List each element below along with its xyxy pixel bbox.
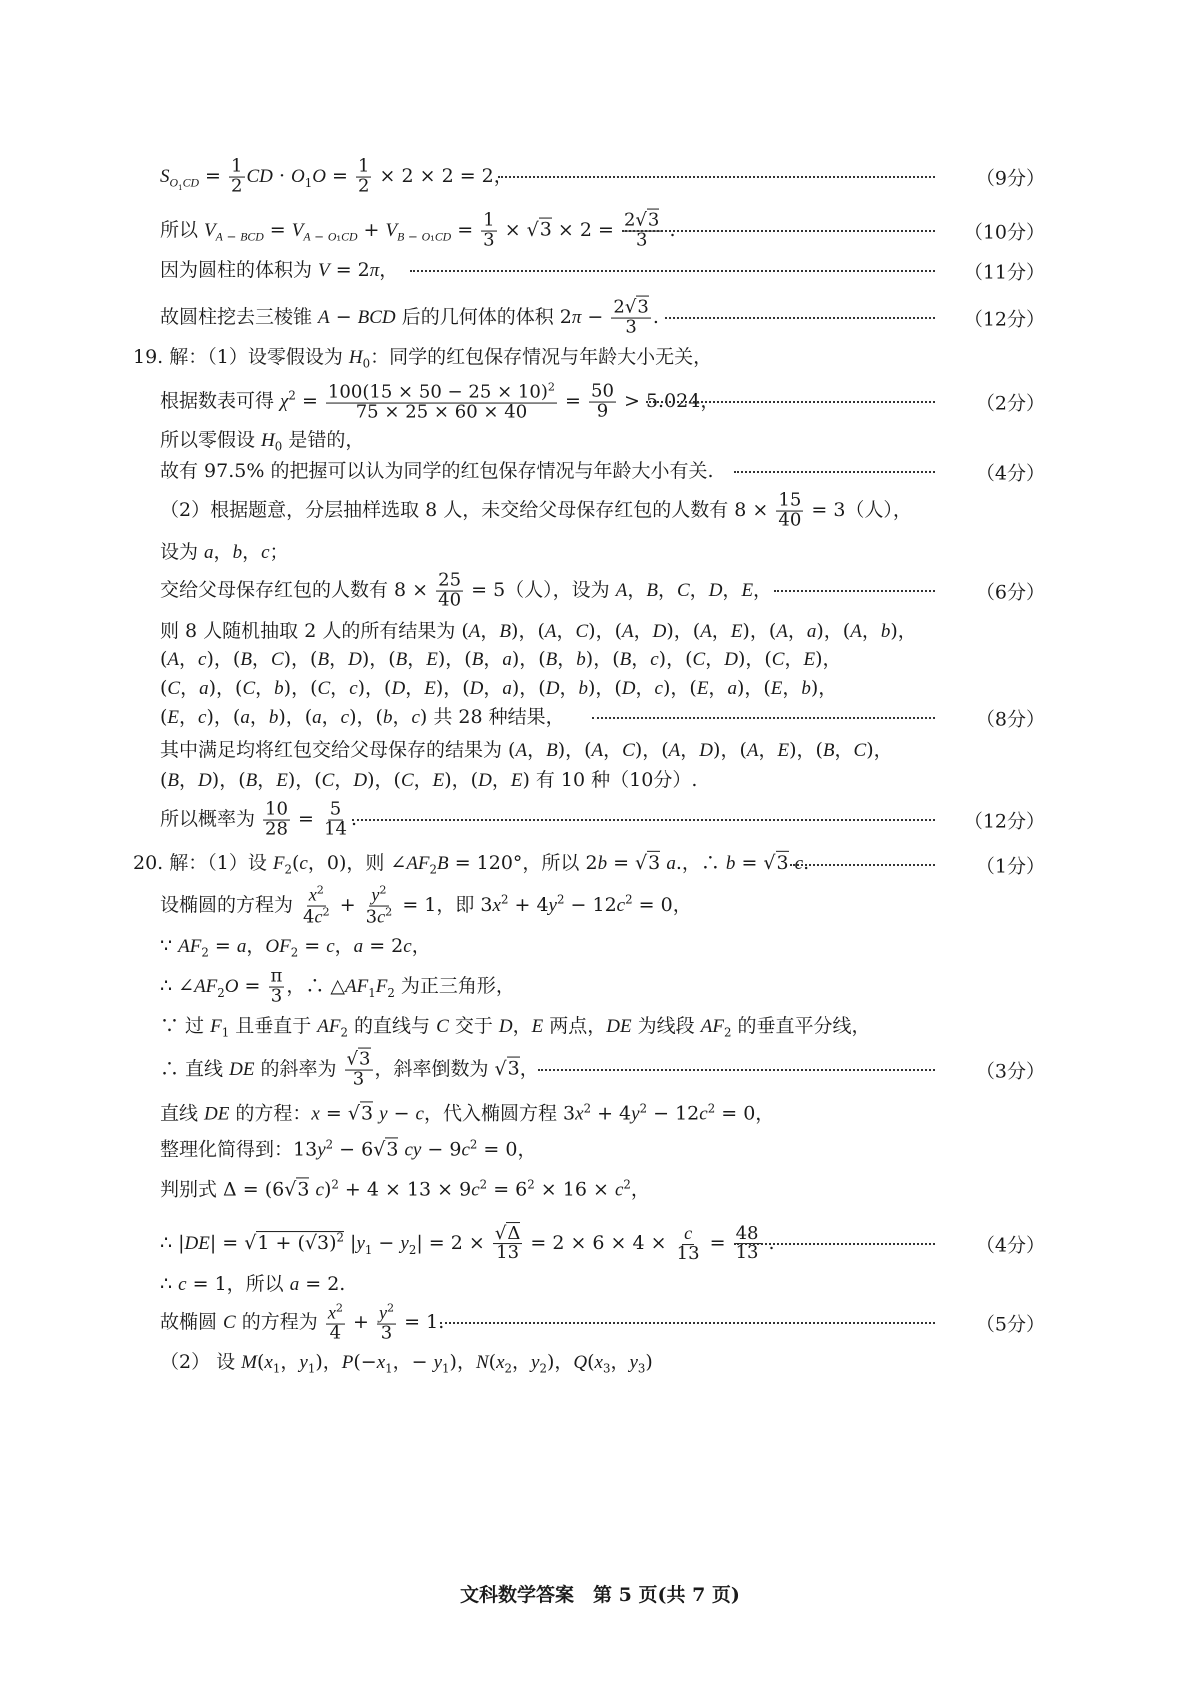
solution-line xyxy=(0,1094,1200,1134)
score-label: （4分） xyxy=(975,462,1045,485)
line-text: (E，c)，(a，b)，(a，c)，(b，c) 共 28 种结果， xyxy=(160,706,565,729)
line-text: (B，D)，(B，E)，(C，D)，(C，E)，(D，E) 有 10 种（10分）. xyxy=(160,769,698,792)
dot-leader xyxy=(352,819,935,821)
line-text: （2）根据题意，分层抽样选取 8 人，未交给父母保存红包的人数有 8 × $\frac{15}{40}$ = 3（人）， xyxy=(160,489,912,531)
line-text: 因为圆柱的体积为 V = 2π， xyxy=(160,259,399,282)
line-text: 设椭圆的方程为 $\frac{x^2}{4c^2}$ + $\frac{y^2}{3c^2}$ = 1，即 $3x^2 + 4y^2 - 12c^2 = 0$， xyxy=(160,883,692,928)
dot-leader xyxy=(410,270,935,272)
line-text: 其中满足均将红包交给父母保存的结果为 (A，B)，(A，C)，(A，D)，(A，E)，(B，C)， xyxy=(160,739,893,762)
line-text: 直线 DE 的方程：x = √3 y − c，代入椭圆方程 $3x^2 + 4y^2 - 12c^2 = 0$， xyxy=(160,1101,775,1125)
line-text: ∵ 过 $F_1$ 且垂直于 $AF_2$ 的直线与 C 交于 D，E 两点，DE 为线段 $AF_2$ 的垂直平分线， xyxy=(160,1014,871,1040)
solution-line xyxy=(0,533,1200,573)
line-text: 交给父母保存红包的人数有 8 × $\frac{25}{40}$ = 5（人），设为 A，B，C，D，E， xyxy=(160,569,773,611)
line-text: 20. 解：（1）设 $F_2(c$，0)，则 $\angle AF_2B = 120^\circ$，所以 2b = √3 a.，∴ b = √3 c. xyxy=(133,851,810,877)
solution-line xyxy=(0,1130,1200,1170)
dot-leader xyxy=(592,717,935,719)
solution-line xyxy=(0,1303,1200,1343)
solution-line xyxy=(0,211,1200,251)
solution-line xyxy=(0,761,1200,801)
solution-line xyxy=(0,883,1200,928)
solution-line xyxy=(0,298,1200,338)
solution-line xyxy=(0,251,1200,291)
solution-line xyxy=(0,571,1200,611)
dot-leader xyxy=(790,864,935,866)
line-text: 判别式 Δ = (6√3 $c)^2 + 4 \times 13 \times 9c^2 = 6^2 \times 16 \times c^2$， xyxy=(160,1177,650,1201)
solution-line xyxy=(0,1008,1200,1048)
solution-line xyxy=(0,491,1200,531)
line-text: 根据数表可得 $\chi^2$ = $\frac{100(15 \times 50 - 25 \times 10)^2}{75 \times 25 \times 60 \times 40}$ = $\frac{50}{9}$ > 5.024， xyxy=(160,380,720,423)
line-text: $S_{O_1CD}$ = $\frac{1}{2}$ CD · $O_1O$ = $\frac{1}{2}$ × 2 × 2 = 2， xyxy=(160,155,513,197)
line-text: 故椭圆 C 的方程为 $\frac{x^2}{4}$ + $\frac{y^2}{3}$ = 1. xyxy=(160,1301,445,1344)
score-label: （6分） xyxy=(975,581,1045,604)
solution-line xyxy=(0,382,1200,422)
solution-line xyxy=(0,967,1200,1007)
line-text: 19. 解：（1）设零假设为 $H_0$：同学的红包保存情况与年龄大小无关， xyxy=(133,345,713,371)
dot-leader xyxy=(734,1243,935,1245)
dot-leader xyxy=(646,401,935,403)
dot-leader xyxy=(774,590,935,592)
dot-leader xyxy=(665,317,935,319)
score-label: （12分） xyxy=(963,308,1045,331)
solution-line xyxy=(0,157,1200,197)
line-text: 整理化简得到：$13y^2 - 6√3$ cy − $9c^2 = 0$， xyxy=(160,1137,537,1161)
dot-leader xyxy=(734,471,935,473)
solution-line xyxy=(0,1170,1200,1210)
line-text: ∴ $|DE| = √1 + (√3)^2$ $|y_1 - y_2| = 2$ × $\frac{√\Delta}{13}$ = 2 × 6 × 4 × $\frac{c}{13}$ = $\frac{48}{13}$ . xyxy=(160,1222,775,1264)
score-label: （1分） xyxy=(975,855,1045,878)
line-text: ∴ 直线 DE 的斜率为 $\frac{√3}{3}$ ，斜率倒数为 √3， xyxy=(160,1048,539,1090)
page-footer: 文科数学答案 第 5 页(共 7 页) xyxy=(460,1584,740,1606)
solution-line xyxy=(0,1265,1200,1305)
line-text: ∵ $AF_2 = a$，$OF_2 = c$，a = 2c， xyxy=(160,934,431,960)
dot-leader xyxy=(498,176,935,178)
solution-line xyxy=(0,928,1200,968)
line-text: 故圆柱挖去三棱锥 A − BCD 后的几何体的体积 2π − $\frac{2√3}{3}$ . xyxy=(160,296,659,338)
score-label: （10分） xyxy=(963,221,1045,244)
score-label: （8分） xyxy=(975,708,1045,731)
solution-line xyxy=(0,1344,1200,1384)
solution-line xyxy=(0,800,1200,840)
score-label: （12分） xyxy=(963,810,1045,833)
score-label: （4分） xyxy=(975,1234,1045,1257)
line-text: 所以 $V_{A - BCD} = V_{A - O_1CD} + V_{B - O_1CD}$ = $\frac{1}{3}$ × √3 × 2 = $\frac{2√3}{3}$ . xyxy=(160,209,676,251)
solution-line xyxy=(0,1224,1200,1264)
solution-line xyxy=(0,339,1200,379)
solution-line xyxy=(0,452,1200,492)
score-label: （5分） xyxy=(975,1313,1045,1336)
score-label: （9分） xyxy=(975,167,1045,190)
line-text: 设为 a，b，c； xyxy=(160,541,289,564)
score-label: （3分） xyxy=(975,1060,1045,1083)
dot-leader xyxy=(538,1069,935,1071)
line-text: ∴ c = 1，所以 a = 2. xyxy=(160,1273,346,1296)
line-text: 则 8 人随机抽取 2 人的所有结果为 (A，B)，(A，C)，(A，D)，(A，E)，(A，a)，(A，b)， xyxy=(160,620,917,643)
solution-line xyxy=(0,1050,1200,1090)
score-label: （11分） xyxy=(963,261,1045,284)
line-text: (A，c)，(B，C)，(B，D)，(B，E)，(B，a)，(B，b)，(B，c)，(C，D)，(C，E)， xyxy=(160,648,842,671)
dot-leader xyxy=(622,230,935,232)
solution-line xyxy=(0,845,1200,885)
score-label: （2分） xyxy=(975,392,1045,415)
line-text: ∴ $\angle AF_2O$ = $\frac{\pi}{3}$ ，∴ $\triangle AF_1F_2$ 为正三角形， xyxy=(160,965,515,1007)
dot-leader xyxy=(440,1322,935,1324)
line-text: 所以概率为 $\frac{10}{28}$ = $\frac{5}{14}$ . xyxy=(160,798,357,840)
line-text: 故有 97.5% 的把握可以认为同学的红包保存情况与年龄大小有关. xyxy=(160,460,714,483)
line-text: （2） 设 $M(x_1$，$y_1$)，$P(-x_1$，− $y_1$)，$N(x_2$，$y_2$)，$Q(x_3$，$y_3$) xyxy=(160,1350,653,1376)
line-text: 所以零假设 $H_0$ 是错的， xyxy=(160,428,365,454)
line-text: (C，a)，(C，b)，(C，c)，(D，E)，(D，a)，(D，b)，(D，c)，(E，a)，(E，b)， xyxy=(160,677,838,700)
